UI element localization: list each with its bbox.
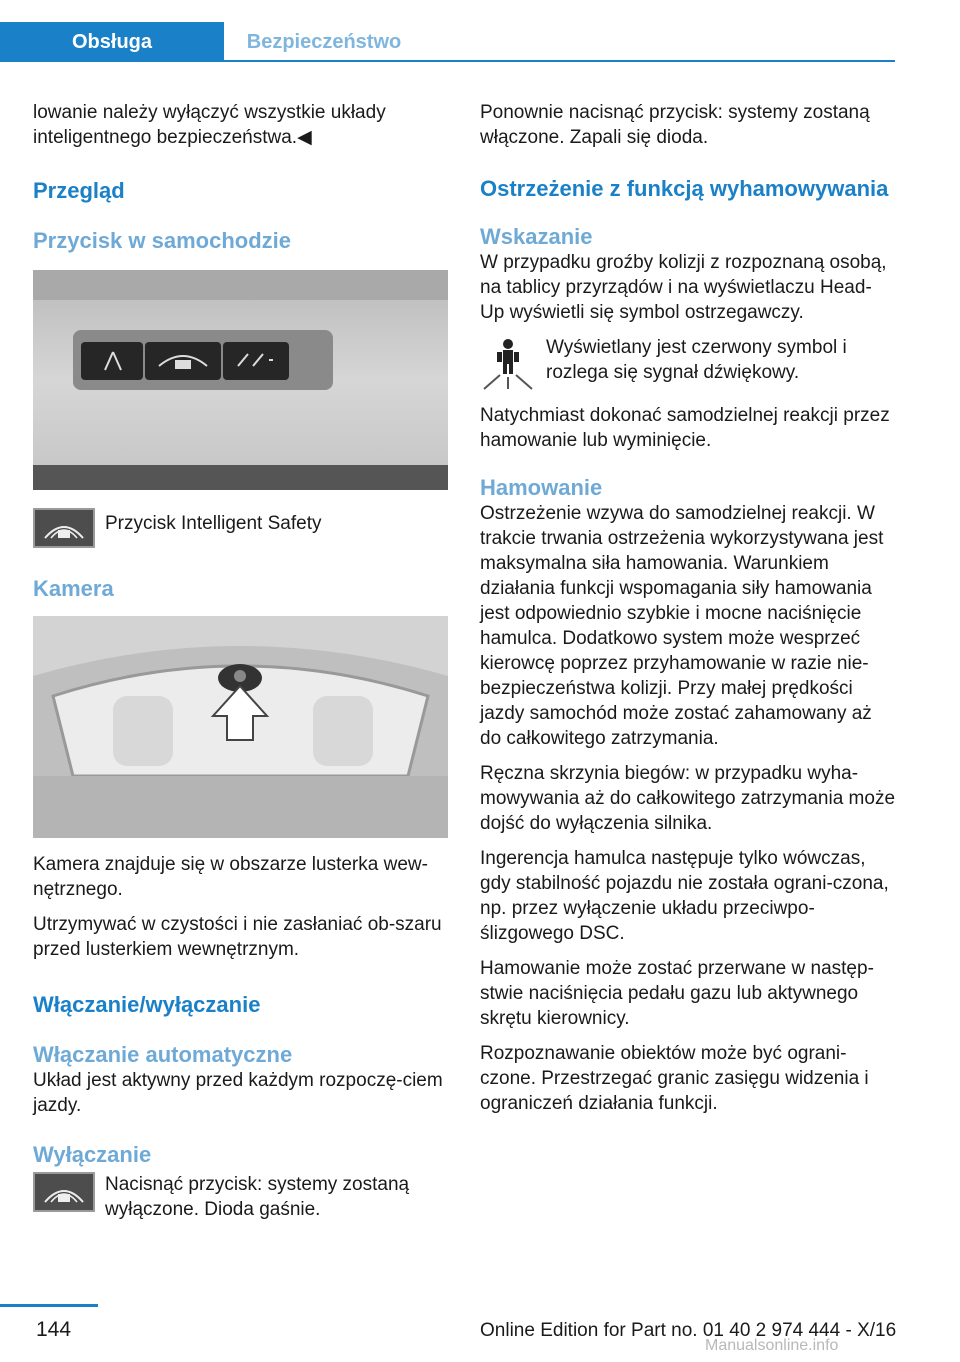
warning-symbol-row [480, 335, 895, 395]
page-number-rule [0, 1304, 98, 1307]
heading-on-off: Włączanie/wyłączanie [33, 992, 261, 1017]
tab-obsluga-label: Obsługa [71, 30, 152, 53]
heading-overview: Przegląd [33, 178, 125, 203]
edition-footer: Online Edition for Part no. 01 40 2 974 444 - X/16 [480, 1320, 897, 1341]
react-paragraph: Natychmiast dokonać samodzielnej reakcji przez hamowanie lub wyminięcie. [480, 405, 890, 451]
button-caption: Przycisk Intelligent Safety [105, 513, 322, 534]
button-photo-graphic [33, 270, 448, 490]
heading-off: Wyłączanie [33, 1142, 152, 1167]
right-column [480, 100, 895, 1126]
tab-bezpieczenstwo[interactable] [224, 22, 424, 62]
heading-braking-warning: Ostrzeżenie z funkcją wyhamowywania [480, 176, 889, 201]
off-caption-row [33, 1172, 448, 1232]
page-number: 144 [36, 1318, 72, 1341]
heading-auto-on: Włączanie automatyczne [33, 1042, 293, 1067]
heading-braking: Hamowanie [480, 475, 603, 500]
left-column [33, 100, 448, 1232]
left-intro-text: lowanie należy wyłączyć wszystkie układy inteligentnego bezpieczeństwa.◀ [33, 102, 386, 148]
heading-button-in-car: Przycisk w samochodzie [33, 228, 291, 253]
camera-photo [33, 616, 448, 838]
auto-on-paragraph: Układ jest aktywny przed każdym rozpoczę‐ciem jazdy. [33, 1070, 443, 1116]
braking-paragraph-2: Ręczna skrzynia biegów: w przypadku wyha‐mowywania aż do całkowitego zatrzymania może dojść do wyłączenia silnika. [480, 763, 896, 834]
warning-symbol-caption: Wyświetlany jest czerwony symbol i rozlega się sygnał dźwiękowy. [546, 337, 847, 383]
intelligent-safety-button-icon [33, 1172, 95, 1212]
braking-paragraph-3: Ingerencja hamulca następuje tylko wówczas, gdy stabilność pojazdu nie została ograni‐czona, np. przez wyłączenie układu przeciwpo‐ślizgowego DSC. [480, 848, 889, 944]
braking-paragraph-5: Rozpoznawanie obiektów może być ograni‐czone. Przestrzegać granic zasięgu widzenia i ograniczeń działania funkcji. [480, 1043, 869, 1114]
camera-paragraph-1: Kamera znajduje się w obszarze lusterka wew‐nętrznego. [33, 854, 428, 900]
indication-paragraph: W przypadku groźby kolizji z rozpoznaną osobą, na tablicy przyrządów i na wyświetlaczu Head-Up wyświetli się symbol ostrzegawczy. [480, 252, 887, 323]
pedestrian-warning-icon [480, 335, 536, 391]
header-rule [0, 60, 895, 62]
button-photo [33, 270, 448, 490]
intelligent-safety-button-icon [33, 508, 95, 548]
braking-paragraph-1: Ostrzeżenie wzywa do samodzielnej reakcji. W trakcie trwania ostrzeżenia wykorzystywana jest maksymalna siła hamowania. Warunkiem działania funkcji wspomagania siły hamowania jest odpowiednio szybkie i mocne naciśnięcie hamulca. Dodatkowo system może wesprzeć kierowcę poprzez przyhamowanie w razie nie‐bezpieczeństwa kolizji. Przy małej prędkości jazdy samochód może zostać zahamowany aż do całkowitego zatrzymania. [480, 503, 884, 749]
camera-paragraph-2: Utrzymywać w czystości i nie zasłaniać ob‐szaru przed lusterkiem wewnętrznym. [33, 914, 442, 960]
button-caption-row [33, 508, 448, 548]
off-caption: Nacisnąć przycisk: systemy zostaną wyłączone. Dioda gaśnie. [105, 1174, 410, 1220]
braking-paragraph-4: Hamowanie może zostać przerwane w następ‐stwie naciśnięcia pedału gazu lub aktywnego skrętu kierownicy. [480, 958, 874, 1029]
heading-indication: Wskazanie [480, 224, 593, 249]
watermark: Manualsonline.info [705, 1337, 839, 1354]
right-intro-text: Ponownie nacisnąć przycisk: systemy zostaną włączone. Zapali się dioda. [480, 102, 870, 148]
heading-camera: Kamera [33, 576, 114, 601]
tab-obsluga[interactable] [0, 22, 224, 62]
tab-bezpieczenstwo-label: Bezpieczeństwo [246, 30, 402, 53]
camera-photo-graphic [33, 616, 448, 838]
